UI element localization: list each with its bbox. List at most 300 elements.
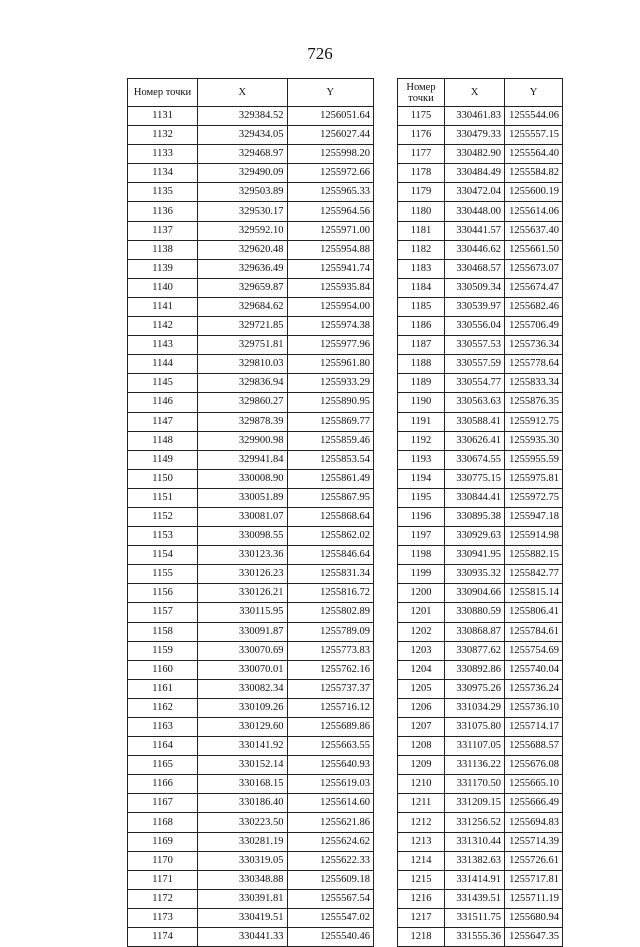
- cell-point-number: 1210: [398, 775, 445, 794]
- table-row: [128, 908, 374, 927]
- cell-x: 330448.00: [445, 202, 505, 221]
- cell-x: 330904.66: [445, 584, 505, 603]
- table-row: [128, 107, 374, 126]
- cell-point-number: 1153: [128, 527, 198, 546]
- cell-y: 1255961.80: [287, 355, 373, 374]
- table-row: [398, 737, 563, 756]
- table-row: [128, 756, 374, 775]
- cell-y: 1255974.38: [287, 317, 373, 336]
- cell-point-number: 1180: [398, 202, 445, 221]
- cell-point-number: 1139: [128, 259, 198, 278]
- table-row: [128, 431, 374, 450]
- cell-x: 329490.09: [198, 164, 287, 183]
- cell-point-number: 1142: [128, 317, 198, 336]
- cell-point-number: 1204: [398, 660, 445, 679]
- cell-x: 330348.88: [198, 870, 287, 889]
- cell-y: 1255972.66: [287, 164, 373, 183]
- cell-x: 329684.62: [198, 297, 287, 316]
- cell-x: 329941.84: [198, 450, 287, 469]
- cell-x: 330554.77: [445, 374, 505, 393]
- cell-y: 1255663.55: [287, 737, 373, 756]
- table-row: [398, 851, 563, 870]
- cell-x: 331414.91: [445, 870, 505, 889]
- table-row: [128, 183, 374, 202]
- cell-point-number: 1213: [398, 832, 445, 851]
- cell-point-number: 1134: [128, 164, 198, 183]
- cell-y: 1255661.50: [505, 240, 563, 259]
- cell-point-number: 1136: [128, 202, 198, 221]
- table-row: [128, 679, 374, 698]
- header-x: X: [445, 79, 505, 107]
- cell-x: 330895.38: [445, 507, 505, 526]
- cell-y: 1255784.61: [505, 622, 563, 641]
- table-row: [398, 431, 563, 450]
- cell-point-number: 1215: [398, 870, 445, 889]
- table-row: [398, 507, 563, 526]
- cell-y: 1255614.06: [505, 202, 563, 221]
- table-row: [128, 718, 374, 737]
- cell-y: 1255544.06: [505, 107, 563, 126]
- cell-point-number: 1157: [128, 603, 198, 622]
- cell-x: 329636.49: [198, 259, 287, 278]
- cell-y: 1255609.18: [287, 870, 373, 889]
- cell-x: 329384.52: [198, 107, 287, 126]
- cell-y: 1255914.98: [505, 527, 563, 546]
- table-row: [128, 565, 374, 584]
- cell-point-number: 1155: [128, 565, 198, 584]
- cell-point-number: 1208: [398, 737, 445, 756]
- cell-point-number: 1132: [128, 126, 198, 145]
- cell-y: 1255737.37: [287, 679, 373, 698]
- cell-y: 1255714.39: [505, 832, 563, 851]
- cell-y: 1255621.86: [287, 813, 373, 832]
- table-row: [398, 603, 563, 622]
- table-row: [398, 412, 563, 431]
- cell-y: 1255640.93: [287, 756, 373, 775]
- cell-x: 330935.32: [445, 565, 505, 584]
- cell-point-number: 1217: [398, 908, 445, 927]
- table-row: [398, 355, 563, 374]
- cell-point-number: 1201: [398, 603, 445, 622]
- table-row: [128, 221, 374, 240]
- cell-y: 1255867.95: [287, 488, 373, 507]
- table-row: [398, 183, 563, 202]
- cell-x: 330126.23: [198, 565, 287, 584]
- cell-point-number: 1197: [398, 527, 445, 546]
- cell-x: 330479.33: [445, 126, 505, 145]
- cell-x: 329592.10: [198, 221, 287, 240]
- table-row: [398, 145, 563, 164]
- cell-x: 330141.92: [198, 737, 287, 756]
- cell-x: 329468.97: [198, 145, 287, 164]
- cell-x: 330441.57: [445, 221, 505, 240]
- table-row: [398, 813, 563, 832]
- cell-y: 1255833.34: [505, 374, 563, 393]
- table-row: [128, 278, 374, 297]
- cell-y: 1255619.03: [287, 775, 373, 794]
- table-row: [398, 908, 563, 927]
- cell-y: 1255736.24: [505, 679, 563, 698]
- cell-x: 330468.57: [445, 259, 505, 278]
- cell-point-number: 1187: [398, 336, 445, 355]
- table-row: [398, 240, 563, 259]
- cell-x: 330557.59: [445, 355, 505, 374]
- cell-x: 330391.81: [198, 889, 287, 908]
- cell-point-number: 1164: [128, 737, 198, 756]
- table-row: [128, 870, 374, 889]
- table-row: [398, 202, 563, 221]
- cell-y: 1255624.62: [287, 832, 373, 851]
- table-row: [128, 527, 374, 546]
- cell-x: 330674.55: [445, 450, 505, 469]
- cell-x: 330082.34: [198, 679, 287, 698]
- cell-y: 1255614.60: [287, 794, 373, 813]
- cell-y: 1255740.04: [505, 660, 563, 679]
- table-row: [398, 221, 563, 240]
- cell-point-number: 1146: [128, 393, 198, 412]
- cell-point-number: 1141: [128, 297, 198, 316]
- cell-point-number: 1179: [398, 183, 445, 202]
- table-row: [128, 928, 374, 947]
- cell-x: 330098.55: [198, 527, 287, 546]
- cell-x: 330975.26: [445, 679, 505, 698]
- cell-x: 329860.27: [198, 393, 287, 412]
- cell-x: 330588.41: [445, 412, 505, 431]
- cell-point-number: 1163: [128, 718, 198, 737]
- cell-y: 1255647.35: [505, 928, 563, 947]
- cell-x: 330123.36: [198, 546, 287, 565]
- cell-point-number: 1175: [398, 107, 445, 126]
- cell-point-number: 1143: [128, 336, 198, 355]
- cell-point-number: 1209: [398, 756, 445, 775]
- cell-y: 1255789.09: [287, 622, 373, 641]
- cell-point-number: 1185: [398, 297, 445, 316]
- cell-y: 1255947.18: [505, 507, 563, 526]
- table-row: [128, 851, 374, 870]
- cell-point-number: 1189: [398, 374, 445, 393]
- cell-point-number: 1176: [398, 126, 445, 145]
- header-point-number: Номер точки: [128, 79, 198, 107]
- cell-y: 1255778.64: [505, 355, 563, 374]
- cell-point-number: 1196: [398, 507, 445, 526]
- cell-x: 330556.04: [445, 317, 505, 336]
- table-row: [398, 775, 563, 794]
- cell-y: 1255965.33: [287, 183, 373, 202]
- cell-x: 330539.97: [445, 297, 505, 316]
- table-header-row: [128, 79, 374, 107]
- cell-x: 330281.19: [198, 832, 287, 851]
- table-row: [398, 718, 563, 737]
- cell-x: 331136.22: [445, 756, 505, 775]
- cell-x: 330472.04: [445, 183, 505, 202]
- cell-point-number: 1214: [398, 851, 445, 870]
- cell-y: 1255975.81: [505, 469, 563, 488]
- cell-y: 1255680.94: [505, 908, 563, 927]
- table-row: [128, 775, 374, 794]
- cell-x: 330091.87: [198, 622, 287, 641]
- table-row: [128, 889, 374, 908]
- cell-x: 331107.05: [445, 737, 505, 756]
- cell-point-number: 1156: [128, 584, 198, 603]
- cell-y: 1255977.96: [287, 336, 373, 355]
- cell-point-number: 1184: [398, 278, 445, 297]
- cell-x: 331170.50: [445, 775, 505, 794]
- cell-y: 1255912.75: [505, 412, 563, 431]
- cell-y: 1255682.46: [505, 297, 563, 316]
- cell-y: 1255622.33: [287, 851, 373, 870]
- table-row: [398, 278, 563, 297]
- cell-x: 329620.48: [198, 240, 287, 259]
- table-row: [398, 297, 563, 316]
- table-row: [398, 565, 563, 584]
- table-row: [128, 259, 374, 278]
- table-row: [128, 641, 374, 660]
- cell-point-number: 1138: [128, 240, 198, 259]
- table-row: [128, 603, 374, 622]
- cell-y: 1255882.15: [505, 546, 563, 565]
- cell-point-number: 1181: [398, 221, 445, 240]
- table-row: [128, 317, 374, 336]
- cell-x: 330223.50: [198, 813, 287, 832]
- cell-x: 330115.95: [198, 603, 287, 622]
- cell-x: 330070.01: [198, 660, 287, 679]
- table-row: [398, 641, 563, 660]
- cell-y: 1255637.40: [505, 221, 563, 240]
- cell-x: 330051.89: [198, 488, 287, 507]
- table-row: [128, 297, 374, 316]
- cell-y: 1255831.34: [287, 565, 373, 584]
- table-row: [398, 469, 563, 488]
- cell-point-number: 1152: [128, 507, 198, 526]
- cell-y: 1255842.77: [505, 565, 563, 584]
- cell-y: 1256027.44: [287, 126, 373, 145]
- cell-x: 330509.34: [445, 278, 505, 297]
- table-row: [398, 698, 563, 717]
- cell-x: 331555.36: [445, 928, 505, 947]
- table-row: [398, 317, 563, 336]
- cell-point-number: 1167: [128, 794, 198, 813]
- header-x: X: [198, 79, 287, 107]
- cell-x: 331382.63: [445, 851, 505, 870]
- cell-x: 331256.52: [445, 813, 505, 832]
- cell-x: 330868.87: [445, 622, 505, 641]
- cell-y: 1255869.77: [287, 412, 373, 431]
- cell-y: 1255688.57: [505, 737, 563, 756]
- table-row: [398, 756, 563, 775]
- cell-x: 330152.14: [198, 756, 287, 775]
- table-row: [398, 488, 563, 507]
- cell-y: 1255736.10: [505, 698, 563, 717]
- table-row: [128, 393, 374, 412]
- cell-x: 329878.39: [198, 412, 287, 431]
- cell-point-number: 1154: [128, 546, 198, 565]
- cell-point-number: 1173: [128, 908, 198, 927]
- header-point-number: Номер точки: [398, 79, 445, 107]
- cell-point-number: 1202: [398, 622, 445, 641]
- table-row: [398, 164, 563, 183]
- cell-x: 330557.53: [445, 336, 505, 355]
- cell-point-number: 1200: [398, 584, 445, 603]
- cell-y: 1255972.75: [505, 488, 563, 507]
- cell-x: 330880.59: [445, 603, 505, 622]
- cell-point-number: 1188: [398, 355, 445, 374]
- cell-y: 1255998.20: [287, 145, 373, 164]
- table-row: [128, 240, 374, 259]
- cell-x: 330461.83: [445, 107, 505, 126]
- table-row: [398, 450, 563, 469]
- cell-point-number: 1182: [398, 240, 445, 259]
- cell-point-number: 1158: [128, 622, 198, 641]
- coordinates-table-right: [397, 78, 563, 947]
- cell-point-number: 1205: [398, 679, 445, 698]
- cell-y: 1255876.35: [505, 393, 563, 412]
- cell-y: 1255665.10: [505, 775, 563, 794]
- cell-point-number: 1198: [398, 546, 445, 565]
- cell-point-number: 1133: [128, 145, 198, 164]
- cell-y: 1255954.88: [287, 240, 373, 259]
- table-row: [398, 794, 563, 813]
- cell-x: 330126.21: [198, 584, 287, 603]
- table-row: [398, 259, 563, 278]
- cell-y: 1255815.14: [505, 584, 563, 603]
- cell-point-number: 1145: [128, 374, 198, 393]
- cell-point-number: 1166: [128, 775, 198, 794]
- cell-point-number: 1148: [128, 431, 198, 450]
- cell-point-number: 1140: [128, 278, 198, 297]
- cell-x: 331511.75: [445, 908, 505, 927]
- cell-point-number: 1218: [398, 928, 445, 947]
- cell-point-number: 1162: [128, 698, 198, 717]
- cell-y: 1255689.86: [287, 718, 373, 737]
- cell-y: 1255540.46: [287, 928, 373, 947]
- cell-x: 329503.89: [198, 183, 287, 202]
- cell-y: 1255584.82: [505, 164, 563, 183]
- cell-x: 330441.33: [198, 928, 287, 947]
- cell-x: 331209.15: [445, 794, 505, 813]
- cell-x: 329900.98: [198, 431, 287, 450]
- cell-y: 1255711.19: [505, 889, 563, 908]
- cell-x: 330081.07: [198, 507, 287, 526]
- cell-point-number: 1186: [398, 317, 445, 336]
- table-row: [128, 507, 374, 526]
- cell-y: 1255806.41: [505, 603, 563, 622]
- cell-x: 330877.62: [445, 641, 505, 660]
- cell-y: 1255846.64: [287, 546, 373, 565]
- cell-x: 330484.49: [445, 164, 505, 183]
- cell-point-number: 1147: [128, 412, 198, 431]
- cell-y: 1255564.40: [505, 145, 563, 164]
- cell-x: 330109.26: [198, 698, 287, 717]
- cell-point-number: 1216: [398, 889, 445, 908]
- table-row: [128, 622, 374, 641]
- table-row: [128, 813, 374, 832]
- cell-x: 329659.87: [198, 278, 287, 297]
- cell-y: 1255673.07: [505, 259, 563, 278]
- table-row: [128, 546, 374, 565]
- cell-point-number: 1199: [398, 565, 445, 584]
- cell-y: 1255964.56: [287, 202, 373, 221]
- cell-point-number: 1190: [398, 393, 445, 412]
- cell-x: 330008.90: [198, 469, 287, 488]
- table-row: [398, 870, 563, 889]
- cell-point-number: 1212: [398, 813, 445, 832]
- cell-y: 1255933.29: [287, 374, 373, 393]
- cell-y: 1255674.47: [505, 278, 563, 297]
- table-row: [398, 928, 563, 947]
- cell-y: 1255762.16: [287, 660, 373, 679]
- cell-x: 329810.03: [198, 355, 287, 374]
- table-row: [398, 679, 563, 698]
- cell-y: 1255861.49: [287, 469, 373, 488]
- cell-x: 330563.63: [445, 393, 505, 412]
- cell-point-number: 1165: [128, 756, 198, 775]
- cell-x: 329530.17: [198, 202, 287, 221]
- cell-point-number: 1172: [128, 889, 198, 908]
- cell-point-number: 1177: [398, 145, 445, 164]
- cell-point-number: 1194: [398, 469, 445, 488]
- coordinates-table-left: [127, 78, 374, 947]
- table-row: [398, 622, 563, 641]
- table-row: [128, 145, 374, 164]
- table-body-left: [128, 107, 374, 947]
- table-row: [128, 126, 374, 145]
- header-y: Y: [287, 79, 373, 107]
- cell-y: 1255954.00: [287, 297, 373, 316]
- cell-point-number: 1159: [128, 641, 198, 660]
- cell-x: 330844.41: [445, 488, 505, 507]
- table-row: [128, 698, 374, 717]
- cell-y: 1255736.34: [505, 336, 563, 355]
- cell-x: 330446.62: [445, 240, 505, 259]
- cell-y: 1255676.08: [505, 756, 563, 775]
- cell-y: 1255816.72: [287, 584, 373, 603]
- table-row: [398, 546, 563, 565]
- cell-point-number: 1193: [398, 450, 445, 469]
- table-header-row: [398, 79, 563, 107]
- table-row: [128, 450, 374, 469]
- cell-y: 1255935.84: [287, 278, 373, 297]
- cell-x: 330775.15: [445, 469, 505, 488]
- table-row: [128, 660, 374, 679]
- table-row: [128, 584, 374, 603]
- cell-point-number: 1171: [128, 870, 198, 889]
- cell-y: 1255862.02: [287, 527, 373, 546]
- cell-y: 1255859.46: [287, 431, 373, 450]
- cell-y: 1255754.69: [505, 641, 563, 660]
- table-body-right: [398, 107, 563, 947]
- table-row: [128, 794, 374, 813]
- cell-y: 1255717.81: [505, 870, 563, 889]
- cell-x: 331034.29: [445, 698, 505, 717]
- cell-point-number: 1174: [128, 928, 198, 947]
- cell-point-number: 1131: [128, 107, 198, 126]
- cell-y: 1255716.12: [287, 698, 373, 717]
- cell-y: 1255802.89: [287, 603, 373, 622]
- cell-x: 331075.80: [445, 718, 505, 737]
- header-y: Y: [505, 79, 563, 107]
- cell-point-number: 1183: [398, 259, 445, 278]
- table-row: [398, 889, 563, 908]
- cell-y: 1255890.95: [287, 393, 373, 412]
- table-row: [128, 355, 374, 374]
- cell-point-number: 1151: [128, 488, 198, 507]
- table-row: [398, 393, 563, 412]
- cell-x: 330892.86: [445, 660, 505, 679]
- cell-x: 330186.40: [198, 794, 287, 813]
- cell-x: 330419.51: [198, 908, 287, 927]
- cell-point-number: 1191: [398, 412, 445, 431]
- cell-x: 330929.63: [445, 527, 505, 546]
